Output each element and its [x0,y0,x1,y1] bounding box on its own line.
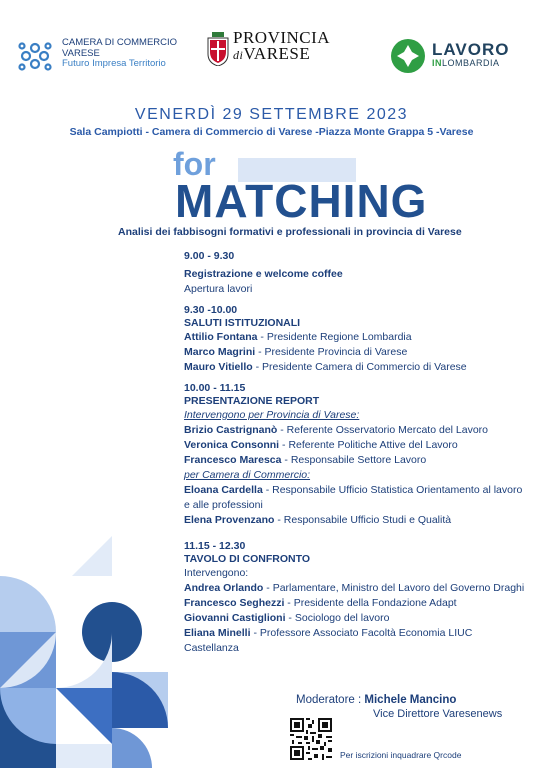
speaker-name: Elena Provenzano [184,514,275,526]
lavoro-logo-text [432,40,509,68]
event-venue: Sala Campiotti - Camera di Commercio di Varese -Piazza Monte Grappa 5 -Varese [69,126,474,138]
speaker-role: - Presidente Camera di Commercio di Varese [252,361,467,373]
speaker-role: - Responsabile Ufficio Studi e Qualità [274,514,452,526]
speaker-name: Marco Magrini [184,346,256,358]
speaker-name: Brizio Castrignanò [184,424,278,436]
session-time: 10.00 - 11.15 [184,382,246,394]
session-time: 9.00 - 9.30 [184,250,235,262]
provincia-logo-line1: PROVINCIA [233,28,331,47]
camera-logo-line1: CAMERA DI COMMERCIO [62,37,178,48]
speaker-group-label: Intervengono per Provincia di Varese: [184,409,360,421]
provincia-varese-logo [205,28,345,72]
moderator-role: Vice Direttore Varesenews [373,708,503,720]
speaker-item [184,626,529,656]
provincia-crest-icon [207,32,229,66]
lavoro-cross-icon [390,38,426,74]
session-time: 9.30 -10.00 [184,304,238,316]
session-time: 11.15 - 12.30 [184,540,246,552]
lavoro-logo-in: IN [432,58,442,68]
speaker-name: Mauro Vitiello [184,361,253,373]
speaker-role: - Sociologo del lavoro [285,612,390,624]
provincia-logo-line2: VARESE [243,44,311,63]
moderator-line [296,694,456,706]
speaker-name: Attilio Fontana [184,331,258,343]
moderator-label: Moderatore : [296,694,365,706]
session-heading: TAVOLO DI CONFRONTO [184,553,310,565]
speaker-name: Eliana Minelli [184,627,251,639]
registration-qr-code[interactable] [288,716,334,762]
speaker-name: Giovanni Castiglioni [184,612,286,624]
decorative-geometric-pattern [0,536,175,768]
speaker-role: - Parlamentare, Ministro del Lavoro del Governo Draghi [263,582,525,594]
speaker-item [184,513,529,528]
speaker-role: - Presidente Regione Lombardia [257,331,412,343]
camera-network-icon [18,40,52,72]
speaker-name: Francesco Maresca [184,454,282,466]
speaker-role: - Presidente della Fondazione Adapt [284,597,457,609]
speaker-item [184,581,529,596]
speaker-item [184,360,529,375]
title-matching: MATCHING [175,175,428,227]
speaker-item [184,453,529,468]
program [184,250,529,656]
session-line: Registrazione e welcome coffee [184,268,343,280]
speaker-role: - Professore Associato Facoltà Economia LIUC Castellanza [184,627,473,654]
speaker-item [184,330,529,345]
camera-logo-line2: VARESE [62,47,100,59]
speaker-role: - Responsabile Ufficio Statistica Orientamento al lavoro e alle professioni [184,484,523,511]
speaker-item [184,438,529,453]
session-line: Apertura lavori [184,283,253,295]
provincia-logo-prefix: di [233,48,244,62]
speaker-group-label: per Camera di Commercio: [184,469,311,481]
speaker-item [184,345,529,360]
speaker-item [184,596,529,611]
title-for: for [173,146,216,182]
event-date: VENERDÌ 29 SETTEMBRE 2023 [134,106,409,123]
lavoro-logo-region: LOMBARDIA [442,58,500,68]
lavoro-lombardia-logo [390,36,525,76]
registration-note: Per iscrizioni inquadrare Qrcode [340,750,462,760]
speaker-name: Andrea Orlando [184,582,264,594]
speaker-item [184,611,529,626]
speaker-group-label: Intervengono: [184,567,249,579]
session-heading: PRESENTAZIONE REPORT [184,395,320,407]
moderator-name: Michele Mancino [364,694,457,706]
speaker-role: - Presidente Provincia di Varese [255,346,408,358]
speaker-name: Francesco Seghezzi [184,597,285,609]
speaker-role: - Referente Osservatorio Mercato del Lavoro [277,424,489,436]
camera-di-commercio-logo [18,38,178,74]
speaker-role: - Referente Politiche Attive del Lavoro [279,439,458,451]
session-heading: SALUTI ISTITUZIONALI [184,317,301,329]
provincia-logo-text [233,30,330,63]
speaker-name: Eloana Cardella [184,484,263,496]
speaker-item [184,483,529,513]
event-subtitle: Analisi dei fabbisogni formativi e professionali in provincia di Varese [118,226,462,238]
camera-logo-text [62,38,177,70]
speaker-role: - Responsabile Settore Lavoro [281,454,427,466]
camera-logo-tagline: Futuro Impresa Territorio [62,58,166,69]
lavoro-logo-title: LAVORO [432,40,510,59]
speaker-name: Veronica Consonni [184,439,280,451]
speaker-item [184,423,529,438]
